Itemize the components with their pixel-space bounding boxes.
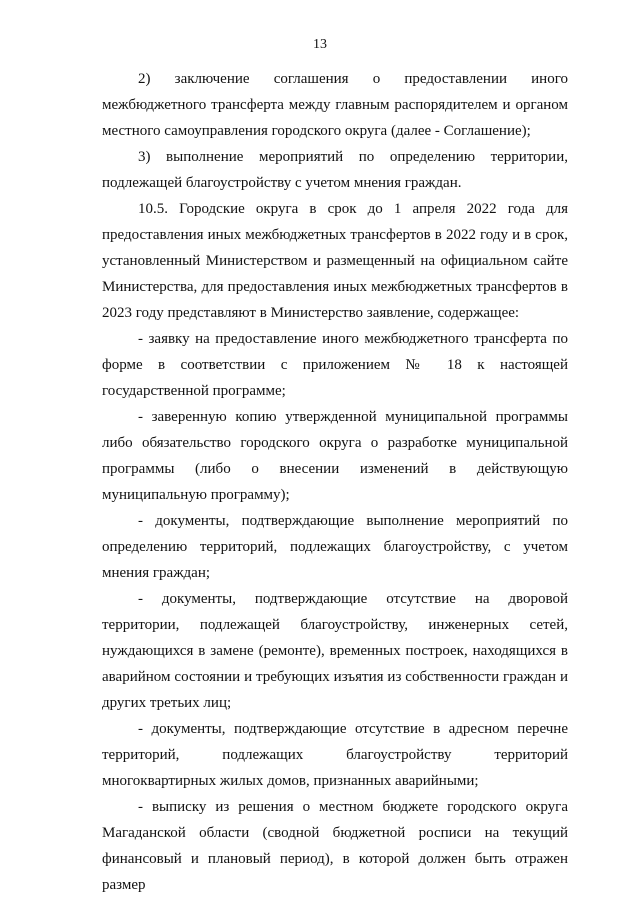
page-number: 13	[313, 37, 327, 52]
list-item-territory-documents: - документы, подтверждающие выполнение мероприятий по определению территорий, подлежащих благоустройству, с учетом мнения граждан;	[102, 513, 568, 581]
list-item-municipal-program: - заверенную копию утвержденной муниципальной программы либо обязательство городского округа о разработке муниципальной программы (либо о внесении изменений в действующую муниципальную программу);	[102, 409, 568, 503]
list-item-application: - заявку на предоставление иного межбюджетного трансферта по форме в соответствии с приложением № 18 к настоящей государственной программе;	[102, 331, 568, 399]
list-item-address-list: - документы, подтверждающие отсутствие в адресном перечне территорий, подлежащих благоустройству территорий многоквартирных жилых домов, признанных аварийными;	[102, 721, 568, 789]
paragraph-clause-10-5: 10.5. Городские округа в срок до 1 апреля 2022 года для предоставления иных межбюджетных трансфертов в 2022 году и в срок, установленный Министерством и размещенный на официальном сайте Министерства, для предоставления иных межбюджетных трансфертов в 2023 году представляют в Министерство заявление, содержащее:	[102, 201, 568, 321]
document-body	[102, 66, 568, 898]
paragraph-agreement-conclusion: 2) заключение соглашения о предоставлении иного межбюджетного трансферта между главным распорядителем и органом местного самоуправления городского округа (далее - Соглашение);	[102, 71, 568, 139]
list-item-absence-documents: - документы, подтверждающие отсутствие на дворовой территории, подлежащей благоустройству, инженерных сетей, нуждающихся в замене (ремонте), временных построек, находящихся в аварийном состоянии и требующих изъятия из собственности граждан и других третьих лиц;	[102, 591, 568, 711]
list-item-budget-extract: - выписку из решения о местном бюджете городского округа Магаданской области (сводной бюджетной росписи на текущий финансовый и плановый период), в которой должен быть отражен размер	[102, 799, 568, 893]
paragraph-territory-measures: 3) выполнение мероприятий по определению территории, подлежащей благоустройству с учетом мнения граждан.	[102, 149, 568, 191]
